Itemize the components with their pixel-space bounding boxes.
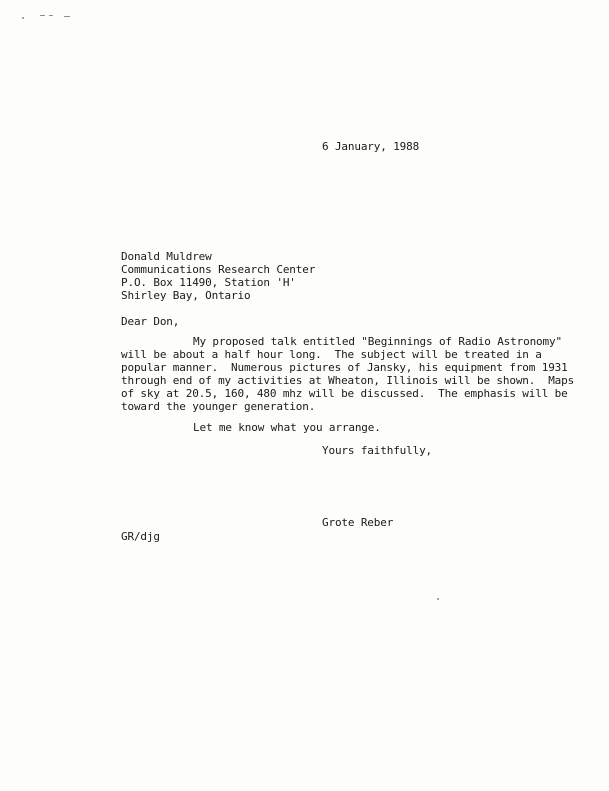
scan-speck [64,16,70,17]
signature-name: Grote Reber [322,516,394,529]
recipient-organization: Communications Research Center [121,263,316,276]
recipient-name: Donald Muldrew [121,250,212,263]
body-line: My proposed talk entitled "Beginnings of Radio Astronomy" [193,335,562,348]
recipient-city: Shirley Bay, Ontario [121,289,251,302]
body-line: through end of my activities at Wheaton, Illinois will be shown. Maps [121,374,575,387]
recipient-address: P.O. Box 11490, Station 'H' [121,276,296,289]
closing: Yours faithfully, [322,444,433,457]
salutation: Dear Don, [121,315,180,328]
body-line: Let me know what you arrange. [193,421,381,434]
typist-initials: GR/djg [121,530,160,543]
body-line: will be about a half hour long. The subject will be treated in a [121,348,542,361]
body-line: of sky at 20.5, 160, 480 mhz will be discussed. The emphasis will be [121,387,568,400]
scan-marks [22,11,82,21]
scan-speck [22,17,24,19]
body-line: toward the younger generation. [121,400,316,413]
letter-date: 6 January, 1988 [322,140,420,153]
scan-speck [49,15,53,16]
scan-speck [437,598,439,600]
body-line: popular manner. Numerous pictures of Jansky, his equipment from 1931 [121,361,568,374]
scan-speck [40,15,45,16]
